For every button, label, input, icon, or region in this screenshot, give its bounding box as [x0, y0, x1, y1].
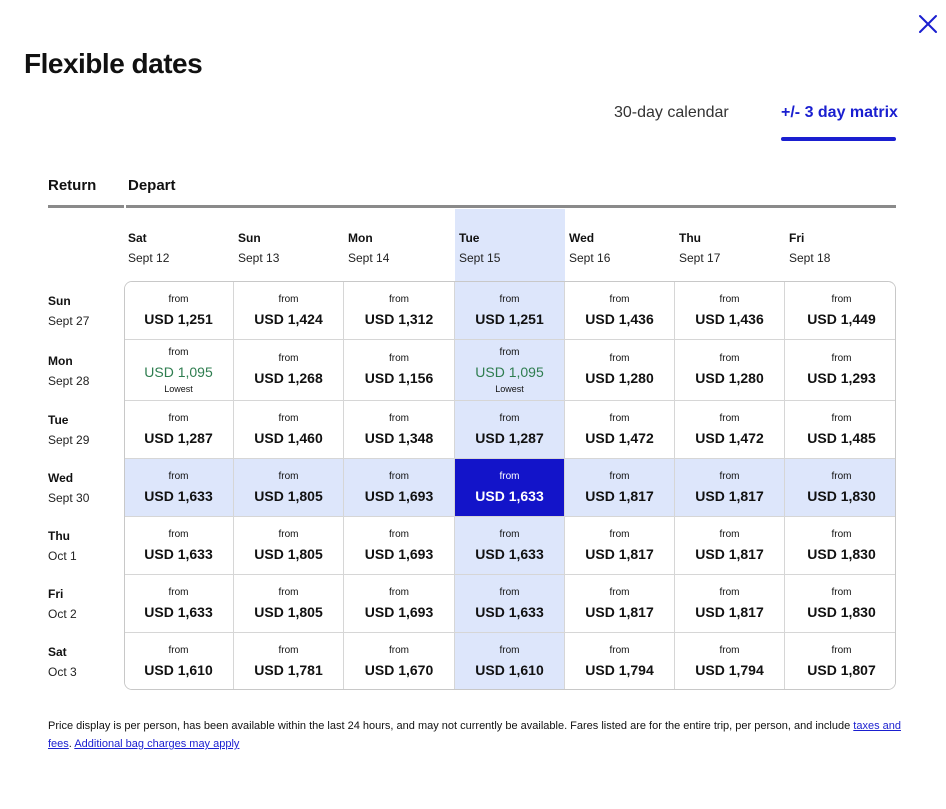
fare-price: USD 1,693 [364, 545, 434, 562]
fare-price: USD 1,348 [364, 429, 434, 446]
fare-price: USD 1,817 [695, 545, 764, 562]
fare-from-label: from [719, 412, 740, 424]
row-date: Sept 28 [48, 374, 90, 388]
fare-price: USD 1,781 [254, 662, 323, 678]
row-date: Sept 29 [48, 433, 90, 447]
fare-cell[interactable] [785, 633, 896, 690]
row-day: Thu [48, 529, 70, 543]
fare-cell[interactable] [675, 575, 785, 633]
depart-date-column-header [344, 228, 454, 268]
depart-date-column-header [124, 228, 234, 268]
column-date: Sept 12 [128, 251, 170, 265]
fare-price: USD 1,449 [807, 310, 876, 327]
column-day: Sat [128, 231, 147, 245]
fare-price: USD 1,095 [475, 363, 544, 380]
fare-price: USD 1,610 [144, 662, 213, 678]
lowest-fare-badge: Lowest [495, 383, 524, 394]
fare-cell[interactable] [565, 633, 675, 690]
row-day: Wed [48, 471, 74, 485]
fare-price: USD 1,794 [695, 662, 764, 678]
fare-price: USD 1,830 [807, 603, 876, 620]
fare-cell[interactable] [234, 282, 344, 340]
lowest-fare-badge: Lowest [164, 383, 193, 394]
fare-cell[interactable] [344, 517, 455, 575]
fare-from-label: from [278, 470, 299, 482]
fare-cell[interactable] [455, 401, 565, 459]
fare-from-label: from [831, 586, 852, 598]
column-day: Wed [569, 231, 595, 245]
column-day: Tue [459, 231, 480, 245]
fare-matrix-grid [124, 281, 896, 690]
column-day: Mon [348, 231, 373, 245]
fare-cell[interactable] [785, 575, 896, 633]
fare-price: USD 1,436 [695, 310, 764, 327]
fare-price: USD 1,293 [807, 370, 876, 386]
fare-cell[interactable] [234, 340, 344, 401]
depart-date-column-header [234, 228, 344, 268]
fare-from-label: from [831, 293, 852, 305]
fare-price: USD 1,472 [695, 429, 764, 446]
fare-from-label: from [168, 645, 189, 656]
fare-from-label: from [609, 528, 630, 540]
fare-from-label: from [831, 645, 852, 656]
fare-from-label: from [719, 528, 740, 540]
fare-from-label: from [831, 528, 852, 540]
fare-cell[interactable] [785, 340, 896, 401]
fare-from-label: from [389, 528, 409, 540]
fare-from-label: from [168, 528, 189, 540]
depart-date-column-header [455, 228, 565, 268]
fare-cell[interactable] [234, 401, 344, 459]
row-day: Tue [48, 413, 69, 427]
fare-from-label: from [831, 470, 852, 482]
fare-from-label: from [389, 470, 409, 482]
fare-price: USD 1,633 [144, 545, 213, 562]
fare-from-label: from [719, 353, 740, 364]
fare-from-label: from [499, 528, 520, 540]
row-date: Sept 27 [48, 314, 90, 328]
return-date-row-header [48, 410, 124, 450]
fare-price: USD 1,436 [585, 310, 654, 327]
fare-from-label: from [831, 353, 852, 364]
fare-price: USD 1,794 [585, 662, 654, 678]
fare-price: USD 1,817 [695, 603, 764, 620]
fare-cell[interactable] [675, 282, 785, 340]
close-button[interactable] [914, 10, 942, 38]
row-day: Mon [48, 354, 73, 368]
fare-cell[interactable] [124, 517, 234, 575]
fare-from-label: from [719, 293, 740, 305]
fare-from-label: from [168, 412, 189, 424]
fare-from-label: from [278, 293, 299, 305]
fare-from-label: from [499, 293, 520, 305]
return-date-row-header [48, 291, 124, 331]
fare-from-label: from [719, 645, 740, 656]
fare-from-label: from [499, 346, 520, 358]
fare-cell[interactable] [565, 575, 675, 633]
fare-from-label: from [609, 645, 630, 656]
fare-price: USD 1,633 [475, 603, 544, 620]
fare-price: USD 1,805 [254, 545, 323, 562]
fare-from-label: from [609, 470, 630, 482]
fare-cell[interactable] [675, 340, 785, 401]
fare-from-label: from [389, 586, 409, 598]
fare-price: USD 1,485 [807, 429, 876, 446]
depart-divider [126, 205, 896, 208]
column-date: Sept 14 [348, 251, 390, 265]
column-date: Sept 13 [238, 251, 280, 265]
column-date: Sept 15 [459, 251, 501, 265]
bag-charges-link[interactable]: Additional bag charges may apply [74, 738, 240, 750]
fare-price: USD 1,156 [364, 370, 434, 386]
dialog-title: Flexible dates [24, 48, 203, 79]
fare-price: USD 1,610 [475, 662, 544, 678]
depart-date-column-header [675, 228, 785, 268]
fare-from-label: from [278, 528, 299, 540]
fare-price: USD 1,817 [585, 603, 654, 620]
fare-from-label: from [168, 293, 189, 305]
fare-cell[interactable] [344, 282, 455, 340]
return-date-row-header [48, 468, 124, 508]
fare-cell[interactable] [234, 575, 344, 633]
fare-cell[interactable] [234, 633, 344, 690]
fare-cell[interactable] [565, 517, 675, 575]
depart-label: Depart [128, 177, 176, 194]
fare-from-label: from [499, 470, 520, 482]
fare-cell[interactable] [565, 340, 675, 401]
fare-price: USD 1,095 [144, 363, 213, 380]
close-icon [914, 10, 942, 38]
return-label: Return [48, 177, 97, 194]
tab-3-day-matrix[interactable]: +/- 3 day matrix [781, 104, 898, 121]
fare-cell[interactable] [344, 575, 455, 633]
fare-from-label: from [499, 412, 520, 424]
fare-from-label: from [278, 353, 299, 364]
fare-price: USD 1,287 [144, 429, 213, 446]
fare-cell[interactable] [785, 401, 896, 459]
fare-price: USD 1,251 [144, 310, 213, 327]
tab-30-day-calendar[interactable]: 30-day calendar [614, 104, 729, 121]
depart-date-column-header [785, 228, 895, 268]
fare-price: USD 1,830 [807, 487, 876, 504]
fare-cell[interactable] [124, 401, 234, 459]
fare-cell[interactable] [455, 282, 565, 340]
fare-from-label: from [609, 293, 630, 305]
fare-from-label: from [499, 645, 520, 656]
column-day: Fri [789, 231, 805, 245]
fare-price: USD 1,693 [364, 603, 434, 620]
fare-price: USD 1,312 [364, 310, 434, 327]
fare-from-label: from [719, 470, 740, 482]
fare-price: USD 1,460 [254, 429, 323, 446]
fare-cell[interactable] [124, 459, 234, 517]
fare-price: USD 1,633 [144, 487, 213, 504]
fare-cell[interactable] [344, 459, 455, 517]
fare-cell[interactable] [124, 340, 234, 401]
fare-from-label: from [831, 412, 852, 424]
fare-cell[interactable] [455, 633, 565, 690]
column-date: Sept 16 [569, 251, 611, 265]
fare-price: USD 1,268 [254, 370, 323, 386]
fare-cell[interactable] [675, 633, 785, 690]
fare-price: USD 1,817 [585, 487, 654, 504]
fare-price: USD 1,817 [695, 487, 764, 504]
fare-from-label: from [609, 353, 630, 364]
fare-from-label: from [719, 586, 740, 598]
fare-cell[interactable] [565, 282, 675, 340]
fare-cell[interactable] [785, 517, 896, 575]
fare-cell[interactable] [565, 459, 675, 517]
fare-cell[interactable] [124, 575, 234, 633]
disclaimer-separator: . [68, 738, 75, 750]
active-tab-indicator [781, 137, 896, 141]
fare-cell[interactable] [785, 459, 896, 517]
fare-price: USD 1,805 [254, 487, 323, 504]
return-date-row-header [48, 584, 124, 624]
fare-from-label: from [278, 586, 299, 598]
row-date: Oct 3 [48, 665, 77, 679]
fare-from-label: from [389, 645, 409, 656]
fare-price: USD 1,633 [475, 487, 544, 504]
fare-from-label: from [389, 293, 409, 305]
fare-price: USD 1,830 [807, 545, 876, 562]
fare-from-label: from [389, 412, 409, 424]
fare-from-label: from [168, 470, 189, 482]
fare-cell[interactable] [565, 401, 675, 459]
fare-price: USD 1,807 [807, 662, 876, 678]
fare-cell[interactable] [455, 575, 565, 633]
fare-price: USD 1,472 [585, 429, 654, 446]
fare-price: USD 1,287 [475, 429, 544, 446]
fare-price: USD 1,805 [254, 603, 323, 620]
taxes-and-fees-link[interactable]: taxes and fees [48, 720, 901, 750]
return-date-row-header [48, 642, 124, 682]
fare-price: USD 1,424 [254, 310, 323, 327]
fare-cell[interactable] [675, 459, 785, 517]
fare-cell[interactable] [124, 633, 234, 690]
row-day: Sun [48, 294, 71, 308]
column-date: Sept 17 [679, 251, 721, 265]
column-date: Sept 18 [789, 251, 831, 265]
row-day: Sat [48, 645, 67, 659]
fare-cell[interactable] [785, 282, 896, 340]
fare-cell[interactable] [344, 633, 455, 690]
price-disclaimer [48, 717, 908, 753]
fare-from-label: from [168, 586, 189, 598]
fare-cell-selected[interactable] [455, 459, 565, 517]
fare-price: USD 1,633 [144, 603, 213, 620]
fare-cell[interactable] [455, 340, 565, 401]
row-day: Fri [48, 587, 64, 601]
column-day: Sun [238, 231, 261, 245]
row-date: Sept 30 [48, 491, 90, 505]
fare-price: USD 1,251 [475, 310, 544, 327]
return-date-row-header [48, 526, 124, 566]
return-date-row-header [48, 351, 124, 391]
fare-from-label: from [389, 353, 409, 364]
fare-from-label: from [609, 412, 630, 424]
fare-from-label: from [168, 346, 189, 358]
disclaimer-text: Price display is per person, has been available within the last 24 hours, and may not currently be available. Fares listed are for the entire trip, per person, and include [48, 720, 854, 732]
fare-price: USD 1,280 [585, 370, 654, 386]
row-date: Oct 1 [48, 549, 77, 563]
return-divider [48, 205, 124, 208]
fare-cell[interactable] [675, 401, 785, 459]
fare-from-label: from [278, 645, 299, 656]
fare-cell[interactable] [234, 459, 344, 517]
depart-date-column-header [565, 228, 675, 268]
column-day: Thu [679, 231, 701, 245]
fare-cell[interactable] [124, 282, 234, 340]
fare-price: USD 1,280 [695, 370, 764, 386]
fare-from-label: from [499, 586, 520, 598]
fare-price: USD 1,633 [475, 545, 544, 562]
row-date: Oct 2 [48, 607, 77, 621]
fare-price: USD 1,670 [364, 662, 434, 678]
fare-cell[interactable] [344, 340, 455, 401]
fare-from-label: from [609, 586, 630, 598]
fare-cell[interactable] [455, 517, 565, 575]
fare-cell[interactable] [675, 517, 785, 575]
fare-from-label: from [278, 412, 299, 424]
fare-cell[interactable] [234, 517, 344, 575]
fare-cell[interactable] [344, 401, 455, 459]
fare-price: USD 1,693 [364, 487, 434, 504]
fare-price: USD 1,817 [585, 545, 654, 562]
